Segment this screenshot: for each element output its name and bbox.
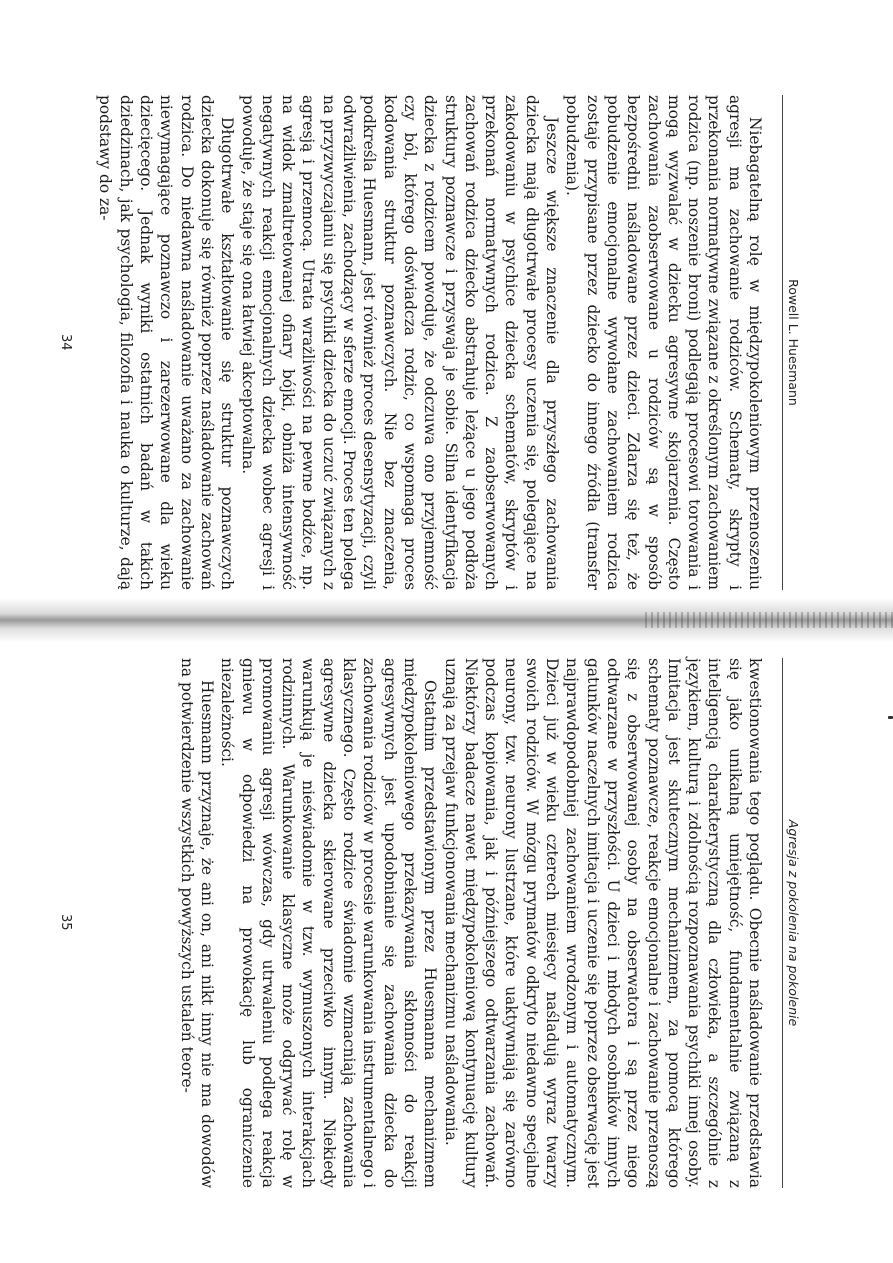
header-rule — [782, 658, 783, 1188]
left-page-body — [95, 95, 765, 590]
running-head-author: Rowell L. Huesmann — [786, 279, 801, 406]
header-rule — [782, 95, 783, 590]
paragraph: Huesmann przyznaje, że ani on, ani nikt inny nie ma dowodów na potwierdzenie wszystkich powyższych ustaleń teore- — [177, 658, 216, 1188]
right-page — [0, 618, 893, 1263]
paragraph: Jeszcze większe znaczenie dla przyszłego zachowania dziecka mają długotrwałe procesy uczenia się, polegające na zakodowaniu w psychice dziecka schematów, skryptów i przekonań normatywnych rodzica. Z zaobserwowanych zachowań rodzica dziecko abstrahuje leżące u jego podłoża struktury poznawcze i przyswaja je sobie. Silna identyfikacja dziecka z rodzicem powoduje, że odczuwa ono przyjemność czy ból, którego doświadcza rodzic, co wspomaga proces kodowania struktur poznawczych. Nie bez znaczenia, podkreśla Huesmann, jest również proces desensytyzacji, czyli odwrażliwienia, zachodzący w sferze emocji. Proces ten polega na przyzwyczajaniu się psychiki dziecka do uczuć związanych z agresją i przemocą. Utrata wrażliwości na pewne bodźce, np. na widok zmaltretowanej ofiary bójki, obniża intensywność negatywnych reakcji emocjonalnych dziecka wobec agresji i powoduje, że staje się ona łatwiej akceptowalna. — [238, 95, 562, 590]
paragraph: kwestionowania tego poglądu. Obecnie naśladowanie przedstawia się jako unikalną umiejętność, fundamentalnie związaną z inteligencją charakterystyczną dla człowieka, a szczególnie z językiem, kulturą i zdolnością rozpoznawania psychiki innej osoby. Imitacja jest skutecznym mechanizmem, za pomocą którego schematy poznawcze, reakcje emocjonalne i zachowanie przenoszą się z obserwowanej osoby na obserwatora i są przez niego odtwarzane w przyszłości. U dzieci i młodych osobników innych gatunków naczelnych imitacja i uczenie się poprzez obserwację jest najprawdopodobniej zachowaniem wrodzonym i automatycznym. Dzieci już w wieku czterech miesięcy naśladują wyraz twarzy swoich rodziców. W mózgu prymatów odkryto niedawno specjalne neurony, tzw. neurony lustrzane, które uaktywniają się zarówno podczas kopiowania, jak i późniejszego odtwarzania zachowań. Niektórzy badacze nawet międzypokoleniową kontynuację kultury uznają za przejaw funkcjonowania mechanizmu naśladowania. — [441, 658, 764, 1188]
right-page-body — [176, 658, 765, 1188]
paragraph: Niebagatelną rolę w międzypokoleniowym przenoszeniu agresji ma zachowanie rodziców. Schematy, skrypty i przekonania normatywne związane z określonym zachowaniem rodzica (np. noszenie broni) podlegają procesowi torowania i mogą wyzwalać w dziecku agresywne skojarzenia. Często zachowania zaobserwowane u rodziców są w sposób bezpośredni naśladowane przez dzieci. Zdarza się też, że pobudzenie emocjonalne wywołane zachowaniem rodzica zostaje przypisane przez dziecko do innego źródła (transfer pobudzenia). — [563, 95, 764, 590]
page-number: 34 — [58, 334, 73, 351]
left-page — [0, 0, 893, 618]
paragraph: Ostatnim przedstawionym przez Huesmanna mechanizmem międzypokoleniowego przekazywania skłonności do reakcji agresywnych jest upodobnianie się zachowania dziecka do zachowania rodziców w procesie warunkowania instrumentalnego i klasycznego. Często rodzice świadomie wzmacniają zachowania agresywne dziecka skierowane przeciwko innym. Niekiedy warunkują je nieświadomie w tzw. wymuszonych interakcjach rodzinnych. Warunkowanie klasyczne może odgrywać rolę w promowaniu agresji wówczas, gdy utrwaleniu podlega reakcja gniewu w odpowiedzi na prowokację lub ograniczenie niezależności. — [218, 658, 440, 1188]
running-head-title: Agresja z pokolenia na pokolenie — [786, 819, 801, 1027]
page-number: 35 — [58, 914, 73, 931]
paragraph: Długotrwałe kształtowanie się struktur poznawczych dziecka dokonuje się również poprzez naśladowanie zachowań rodzica. Do niedawna naśladowanie uważano za zachowanie niewymagające poznawczo i zarezerwowane dla wieku dziecięcego. Jednak wyniki ostatnich badań w takich dziedzinach, jak psychologia, filozofia i nauka o kulturze, dają podstawy do za- — [96, 95, 237, 590]
